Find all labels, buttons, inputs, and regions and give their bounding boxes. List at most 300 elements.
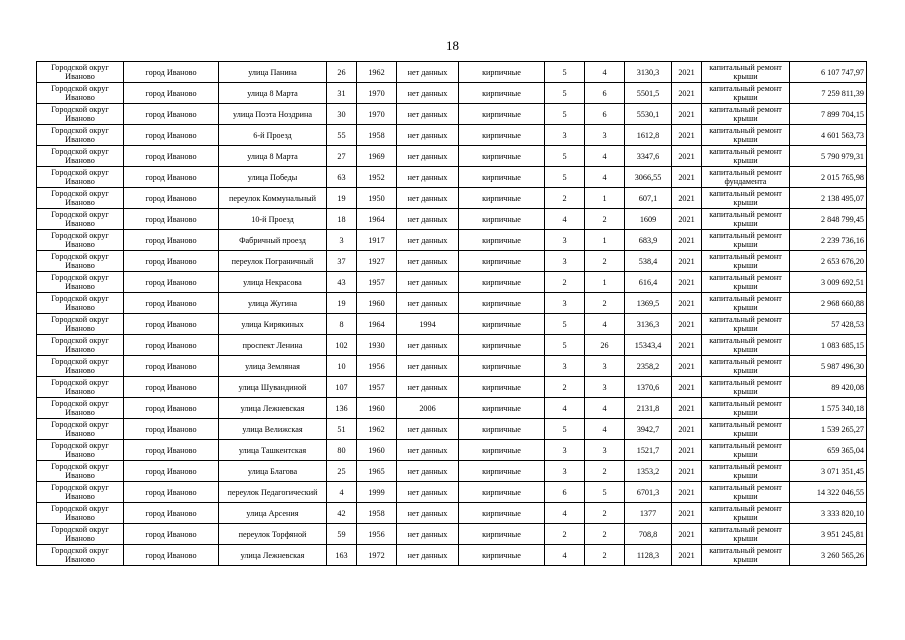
table-row [37,83,867,104]
house-number-cell: 63 [327,167,357,188]
cost-cell: 1 083 685,15 [790,335,867,356]
repair-type-cell: капитальный ремонт крыши [702,335,790,356]
last-repair-year-cell: 2006 [397,398,459,419]
wall-material-cell: кирпичные [459,167,545,188]
repair-type-cell: капитальный ремонт крыши [702,503,790,524]
cost-cell: 2 015 765,98 [790,167,867,188]
settlement-cell: город Иваново [124,524,219,545]
cost-cell: 1 575 340,18 [790,398,867,419]
page-number: 18 [446,38,459,53]
wall-material-cell: кирпичные [459,482,545,503]
settlement-cell: город Иваново [124,146,219,167]
floors-cell: 5 [545,104,585,125]
house-number-cell: 18 [327,209,357,230]
entrances-cell: 2 [585,545,625,566]
plan-year-cell: 2021 [672,524,702,545]
settlement-cell: город Иваново [124,83,219,104]
entrances-cell: 5 [585,482,625,503]
table-row [37,503,867,524]
last-repair-year-cell: нет данных [397,83,459,104]
municipality-cell: Городской округ Иваново [37,62,124,83]
entrances-cell: 1 [585,188,625,209]
area-cell: 1612,8 [625,125,672,146]
last-repair-year-cell: 1994 [397,314,459,335]
build-year-cell: 1960 [357,398,397,419]
street-cell: улица Панина [219,62,327,83]
entrances-cell: 6 [585,83,625,104]
plan-year-cell: 2021 [672,125,702,146]
repair-type-cell: капитальный ремонт крыши [702,545,790,566]
last-repair-year-cell: нет данных [397,188,459,209]
street-cell: улица Ташкентская [219,440,327,461]
municipality-cell: Городской округ Иваново [37,188,124,209]
build-year-cell: 1962 [357,62,397,83]
table-row [37,167,867,188]
area-cell: 3347,6 [625,146,672,167]
floors-cell: 5 [545,314,585,335]
entrances-cell: 3 [585,356,625,377]
house-number-cell: 37 [327,251,357,272]
settlement-cell: город Иваново [124,335,219,356]
last-repair-year-cell: нет данных [397,272,459,293]
house-number-cell: 80 [327,440,357,461]
repair-type-cell: капитальный ремонт крыши [702,209,790,230]
floors-cell: 4 [545,209,585,230]
house-number-cell: 107 [327,377,357,398]
street-cell: переулок Пограничный [219,251,327,272]
floors-cell: 4 [545,503,585,524]
floors-cell: 4 [545,398,585,419]
municipality-cell: Городской округ Иваново [37,167,124,188]
build-year-cell: 1965 [357,461,397,482]
repair-type-cell: капитальный ремонт крыши [702,377,790,398]
area-cell: 3136,3 [625,314,672,335]
plan-year-cell: 2021 [672,293,702,314]
cost-cell: 2 138 495,07 [790,188,867,209]
settlement-cell: город Иваново [124,356,219,377]
last-repair-year-cell: нет данных [397,419,459,440]
municipality-cell: Городской округ Иваново [37,503,124,524]
repair-type-cell: капитальный ремонт фундамента [702,167,790,188]
municipality-cell: Городской округ Иваново [37,83,124,104]
plan-year-cell: 2021 [672,251,702,272]
area-cell: 1353,2 [625,461,672,482]
street-cell: улица 8 Марта [219,146,327,167]
house-number-cell: 27 [327,146,357,167]
entrances-cell: 2 [585,503,625,524]
plan-year-cell: 2021 [672,209,702,230]
plan-year-cell: 2021 [672,146,702,167]
cost-cell: 5 987 496,30 [790,356,867,377]
cost-cell: 89 420,08 [790,377,867,398]
build-year-cell: 1960 [357,440,397,461]
municipality-cell: Городской округ Иваново [37,230,124,251]
last-repair-year-cell: нет данных [397,335,459,356]
plan-year-cell: 2021 [672,398,702,419]
house-number-cell: 10 [327,356,357,377]
wall-material-cell: кирпичные [459,398,545,419]
cost-cell: 6 107 747,97 [790,62,867,83]
build-year-cell: 1964 [357,209,397,230]
settlement-cell: город Иваново [124,104,219,125]
table-row [37,62,867,83]
entrances-cell: 3 [585,125,625,146]
area-cell: 2131,8 [625,398,672,419]
wall-material-cell: кирпичные [459,440,545,461]
plan-year-cell: 2021 [672,314,702,335]
wall-material-cell: кирпичные [459,461,545,482]
floors-cell: 5 [545,419,585,440]
build-year-cell: 1962 [357,419,397,440]
entrances-cell: 1 [585,230,625,251]
cost-cell: 2 653 676,20 [790,251,867,272]
cost-cell: 3 951 245,81 [790,524,867,545]
cost-cell: 3 009 692,51 [790,272,867,293]
floors-cell: 5 [545,62,585,83]
entrances-cell: 2 [585,524,625,545]
floors-cell: 3 [545,125,585,146]
wall-material-cell: кирпичные [459,524,545,545]
repair-type-cell: капитальный ремонт крыши [702,146,790,167]
repair-type-cell: капитальный ремонт крыши [702,251,790,272]
area-cell: 708,8 [625,524,672,545]
plan-year-cell: 2021 [672,188,702,209]
house-number-cell: 55 [327,125,357,146]
plan-year-cell: 2021 [672,83,702,104]
area-cell: 6701,3 [625,482,672,503]
wall-material-cell: кирпичные [459,314,545,335]
table-row [37,335,867,356]
street-cell: улица Поэта Ноздрина [219,104,327,125]
area-cell: 1369,5 [625,293,672,314]
street-cell: улица Арсения [219,503,327,524]
cost-cell: 3 260 565,26 [790,545,867,566]
repair-type-cell: капитальный ремонт крыши [702,440,790,461]
build-year-cell: 1927 [357,251,397,272]
area-cell: 683,9 [625,230,672,251]
table-row [37,524,867,545]
entrances-cell: 2 [585,251,625,272]
wall-material-cell: кирпичные [459,83,545,104]
last-repair-year-cell: нет данных [397,461,459,482]
plan-year-cell: 2021 [672,503,702,524]
area-cell: 1609 [625,209,672,230]
municipality-cell: Городской округ Иваново [37,545,124,566]
area-cell: 2358,2 [625,356,672,377]
table-row [37,188,867,209]
settlement-cell: город Иваново [124,503,219,524]
last-repair-year-cell: нет данных [397,167,459,188]
settlement-cell: город Иваново [124,398,219,419]
area-cell: 3942,7 [625,419,672,440]
entrances-cell: 4 [585,167,625,188]
plan-year-cell: 2021 [672,104,702,125]
build-year-cell: 1956 [357,356,397,377]
build-year-cell: 1956 [357,524,397,545]
last-repair-year-cell: нет данных [397,209,459,230]
entrances-cell: 4 [585,314,625,335]
house-number-cell: 26 [327,62,357,83]
floors-cell: 3 [545,440,585,461]
plan-year-cell: 2021 [672,335,702,356]
house-number-cell: 43 [327,272,357,293]
wall-material-cell: кирпичные [459,188,545,209]
table-row [37,377,867,398]
table-row [37,545,867,566]
table-row [37,314,867,335]
area-cell: 3130,3 [625,62,672,83]
area-cell: 607,1 [625,188,672,209]
floors-cell: 5 [545,167,585,188]
house-number-cell: 42 [327,503,357,524]
repair-type-cell: капитальный ремонт крыши [702,314,790,335]
table-row [37,251,867,272]
street-cell: улица Некрасова [219,272,327,293]
build-year-cell: 1957 [357,272,397,293]
build-year-cell: 1952 [357,167,397,188]
floors-cell: 2 [545,524,585,545]
house-number-cell: 31 [327,83,357,104]
area-cell: 1370,6 [625,377,672,398]
cost-cell: 659 365,04 [790,440,867,461]
repair-type-cell: капитальный ремонт крыши [702,356,790,377]
municipality-cell: Городской округ Иваново [37,314,124,335]
street-cell: улица Победы [219,167,327,188]
street-cell: Фабричный проезд [219,230,327,251]
plan-year-cell: 2021 [672,482,702,503]
street-cell: улица Кирякиных [219,314,327,335]
settlement-cell: город Иваново [124,272,219,293]
street-cell: улица Шувандиной [219,377,327,398]
table-row [37,209,867,230]
plan-year-cell: 2021 [672,167,702,188]
wall-material-cell: кирпичные [459,272,545,293]
wall-material-cell: кирпичные [459,335,545,356]
street-cell: переулок Торфяной [219,524,327,545]
entrances-cell: 1 [585,272,625,293]
entrances-cell: 4 [585,419,625,440]
build-year-cell: 1950 [357,188,397,209]
area-cell: 3066,55 [625,167,672,188]
plan-year-cell: 2021 [672,272,702,293]
floors-cell: 2 [545,272,585,293]
last-repair-year-cell: нет данных [397,293,459,314]
municipality-cell: Городской округ Иваново [37,209,124,230]
build-year-cell: 1958 [357,125,397,146]
municipality-cell: Городской округ Иваново [37,398,124,419]
cost-cell: 2 848 799,45 [790,209,867,230]
table-row [37,146,867,167]
area-cell: 1377 [625,503,672,524]
repair-type-cell: капитальный ремонт крыши [702,482,790,503]
area-cell: 1521,7 [625,440,672,461]
area-cell: 616,4 [625,272,672,293]
street-cell: 10-й Проезд [219,209,327,230]
floors-cell: 5 [545,146,585,167]
wall-material-cell: кирпичные [459,125,545,146]
municipality-cell: Городской округ Иваново [37,335,124,356]
settlement-cell: город Иваново [124,314,219,335]
street-cell: улица Жугина [219,293,327,314]
floors-cell: 6 [545,482,585,503]
municipality-cell: Городской округ Иваново [37,377,124,398]
wall-material-cell: кирпичные [459,377,545,398]
settlement-cell: город Иваново [124,62,219,83]
street-cell: улица Земляная [219,356,327,377]
cost-cell: 7 259 811,39 [790,83,867,104]
wall-material-cell: кирпичные [459,230,545,251]
table-row [37,482,867,503]
floors-cell: 3 [545,293,585,314]
cost-cell: 2 239 736,16 [790,230,867,251]
house-number-cell: 3 [327,230,357,251]
municipality-cell: Городской округ Иваново [37,104,124,125]
floors-cell: 5 [545,83,585,104]
entrances-cell: 2 [585,209,625,230]
wall-material-cell: кирпичные [459,419,545,440]
floors-cell: 3 [545,230,585,251]
table-row [37,104,867,125]
build-year-cell: 1960 [357,293,397,314]
municipality-cell: Городской округ Иваново [37,251,124,272]
plan-year-cell: 2021 [672,230,702,251]
build-year-cell: 1999 [357,482,397,503]
wall-material-cell: кирпичные [459,293,545,314]
floors-cell: 2 [545,377,585,398]
settlement-cell: город Иваново [124,251,219,272]
municipality-cell: Городской округ Иваново [37,440,124,461]
settlement-cell: город Иваново [124,440,219,461]
repair-type-cell: капитальный ремонт крыши [702,104,790,125]
table-row [37,125,867,146]
cost-cell: 3 071 351,45 [790,461,867,482]
repair-type-cell: капитальный ремонт крыши [702,461,790,482]
street-cell: переулок Коммунальный [219,188,327,209]
wall-material-cell: кирпичные [459,356,545,377]
house-number-cell: 30 [327,104,357,125]
repair-type-cell: капитальный ремонт крыши [702,83,790,104]
floors-cell: 4 [545,545,585,566]
table-row [37,356,867,377]
last-repair-year-cell: нет данных [397,146,459,167]
cost-cell: 57 428,53 [790,314,867,335]
last-repair-year-cell: нет данных [397,104,459,125]
last-repair-year-cell: нет данных [397,125,459,146]
settlement-cell: город Иваново [124,188,219,209]
municipality-cell: Городской округ Иваново [37,356,124,377]
entrances-cell: 6 [585,104,625,125]
entrances-cell: 2 [585,461,625,482]
plan-year-cell: 2021 [672,461,702,482]
settlement-cell: город Иваново [124,482,219,503]
settlement-cell: город Иваново [124,377,219,398]
cost-cell: 2 968 660,88 [790,293,867,314]
build-year-cell: 1970 [357,83,397,104]
entrances-cell: 3 [585,377,625,398]
repair-type-cell: капитальный ремонт крыши [702,125,790,146]
cost-cell: 4 601 563,73 [790,125,867,146]
house-number-cell: 4 [327,482,357,503]
last-repair-year-cell: нет данных [397,524,459,545]
entrances-cell: 2 [585,293,625,314]
house-number-cell: 102 [327,335,357,356]
floors-cell: 3 [545,461,585,482]
repair-type-cell: капитальный ремонт крыши [702,62,790,83]
area-cell: 5501,5 [625,83,672,104]
floors-cell: 3 [545,356,585,377]
wall-material-cell: кирпичные [459,545,545,566]
build-year-cell: 1958 [357,503,397,524]
last-repair-year-cell: нет данных [397,377,459,398]
settlement-cell: город Иваново [124,209,219,230]
wall-material-cell: кирпичные [459,503,545,524]
area-cell: 538,4 [625,251,672,272]
repair-type-cell: капитальный ремонт крыши [702,398,790,419]
repair-type-cell: капитальный ремонт крыши [702,419,790,440]
house-number-cell: 25 [327,461,357,482]
plan-year-cell: 2021 [672,377,702,398]
repair-type-cell: капитальный ремонт крыши [702,230,790,251]
repair-type-cell: капитальный ремонт крыши [702,524,790,545]
table-row [37,293,867,314]
wall-material-cell: кирпичные [459,146,545,167]
build-year-cell: 1930 [357,335,397,356]
build-year-cell: 1970 [357,104,397,125]
last-repair-year-cell: нет данных [397,251,459,272]
municipality-cell: Городской округ Иваново [37,146,124,167]
floors-cell: 3 [545,251,585,272]
floors-cell: 2 [545,188,585,209]
plan-year-cell: 2021 [672,545,702,566]
settlement-cell: город Иваново [124,545,219,566]
table-row [37,419,867,440]
municipality-cell: Городской округ Иваново [37,125,124,146]
area-cell: 15343,4 [625,335,672,356]
house-number-cell: 163 [327,545,357,566]
street-cell: улица Лежневская [219,545,327,566]
housing-repair-table [36,61,867,566]
municipality-cell: Городской округ Иваново [37,461,124,482]
table-row [37,272,867,293]
street-cell: проспект Ленина [219,335,327,356]
table-row [37,440,867,461]
repair-type-cell: капитальный ремонт крыши [702,188,790,209]
last-repair-year-cell: нет данных [397,440,459,461]
area-cell: 5530,1 [625,104,672,125]
settlement-cell: город Иваново [124,167,219,188]
build-year-cell: 1957 [357,377,397,398]
street-cell: улица Благова [219,461,327,482]
last-repair-year-cell: нет данных [397,503,459,524]
plan-year-cell: 2021 [672,419,702,440]
build-year-cell: 1969 [357,146,397,167]
municipality-cell: Городской округ Иваново [37,272,124,293]
settlement-cell: город Иваново [124,125,219,146]
house-number-cell: 19 [327,293,357,314]
cost-cell: 7 899 704,15 [790,104,867,125]
last-repair-year-cell: нет данных [397,62,459,83]
house-number-cell: 8 [327,314,357,335]
table-row [37,461,867,482]
street-cell: улица Велижская [219,419,327,440]
cost-cell: 1 539 265,27 [790,419,867,440]
table-row [37,398,867,419]
plan-year-cell: 2021 [672,440,702,461]
street-cell: 6-й Проезд [219,125,327,146]
build-year-cell: 1917 [357,230,397,251]
build-year-cell: 1972 [357,545,397,566]
table-body [37,62,867,566]
